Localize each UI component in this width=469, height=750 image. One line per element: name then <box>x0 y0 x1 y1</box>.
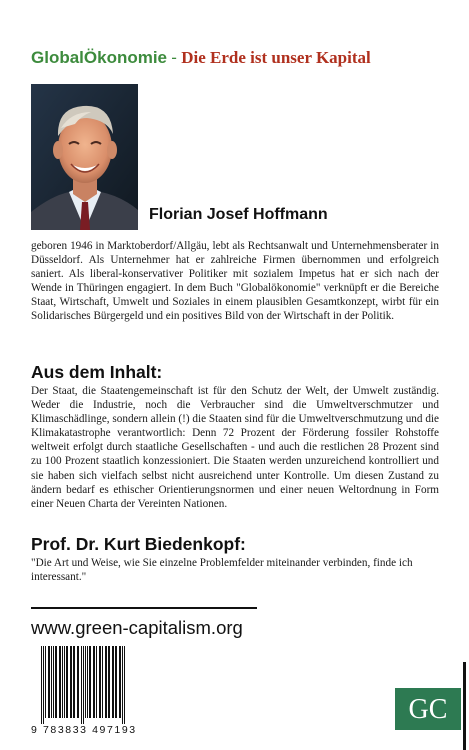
contents-heading: Aus dem Inhalt: <box>31 362 163 382</box>
barcode-bar <box>53 646 54 718</box>
barcode-guard <box>41 646 42 724</box>
barcode-bar <box>73 646 75 718</box>
endorsement-quote: "Die Art und Weise, wie Sie einzelne Problemfelder miteinander verbinden, finde ich interessant." <box>31 557 413 584</box>
endorsement-heading: Prof. Dr. Kurt Biedenkopf: <box>31 534 246 554</box>
barcode-bar <box>51 646 52 718</box>
barcode-bar <box>62 646 63 718</box>
author-name: Florian Josef Hoffmann <box>149 206 328 223</box>
barcode-bar <box>59 646 61 718</box>
barcode-bar <box>48 646 50 718</box>
barcode-bar <box>85 646 86 718</box>
author-photo <box>31 84 138 230</box>
portrait-photo-icon <box>31 84 138 230</box>
publisher-logo: GC <box>393 686 463 732</box>
brand-name: GlobalÖkonomie <box>31 48 168 67</box>
contents-text: Der Staat, die Staatengemeinschaft ist für den Schutz der Welt, der Umwelt zuständig. Weder die Industrie, noch die Verbraucher sind die Umweltverschmutzer und Klimaschädlinge, sondern allein (!) die Staaten sind für die Umweltverschmutzung und die Klimakatastrophe verantwortlich: Denn 72 Prozent der Förderung fossiler Rohstoffe weltweit erfolgt durch staatliche Gesellschaften - und auch die restlichen 28 Prozent sind zu 100 Prozent staatlich konzessioniert. Die Staaten werden unzureichend kontrolliert und sie haben sich vielfach selbst nicht ausreichend unter Kontrolle. Um diesen Zustand zu ändern bedarf es ethischer Orientierungsnormen und einer neuen Weltordnung in Form einer Neuen Charta der Vereinten Nationen. <box>31 385 439 510</box>
barcode-bar <box>112 646 114 718</box>
barcode-number: 9 783833 497193 <box>31 724 137 736</box>
barcode-bar <box>93 646 95 718</box>
barcode-bar <box>55 646 57 718</box>
barcode-bar <box>119 646 121 718</box>
tagline: Die Erde ist unser Kapital <box>181 48 371 67</box>
barcode-guard <box>83 646 84 724</box>
barcode-bar <box>108 646 110 718</box>
website-link[interactable]: www.green-capitalism.org <box>31 617 243 638</box>
barcode-bar <box>70 646 72 718</box>
barcode-bar <box>45 646 46 718</box>
barcode-bar <box>64 646 65 718</box>
barcode-bar <box>77 646 79 718</box>
barcode-bar <box>99 646 101 718</box>
barcode-guard <box>43 646 44 724</box>
barcode-bar <box>66 646 68 718</box>
barcode-guard <box>122 646 123 724</box>
edge-line <box>463 662 466 750</box>
author-bio: geboren 1946 in Marktoberdorf/Allgäu, lebt als Rechtsanwalt und Unternehmensberater in Düsseldorf. Als Unternehmer hat er zahlreiche Firmen übernommen und erfolgreich saniert. Als liberal-konservativer Politiker mit sozialem Impetus hat er sich nach der Wende in Thüringen engagiert. In dem Buch "Globalökonomie" verknüpft er die Bereiche Staat, Wirtschaft, Umwelt und Soziales in einem plausiblen Gesamtkonzept, wirbt für ein Solidarisches Bürgergeld und ein positives Bild von der Wirtschaft in der Politik. <box>31 240 439 323</box>
barcode-bar <box>105 646 107 718</box>
barcode-guard <box>124 646 125 724</box>
barcode-bar <box>102 646 103 718</box>
cover-title <box>31 48 371 68</box>
barcode-bar <box>87 646 88 718</box>
barcode-icon <box>31 646 151 724</box>
barcode-guard <box>81 646 82 724</box>
barcode-bar <box>89 646 91 718</box>
barcode-bar <box>115 646 117 718</box>
title-separator: - <box>171 48 177 67</box>
barcode-bar <box>96 646 97 718</box>
divider-line <box>31 607 257 609</box>
